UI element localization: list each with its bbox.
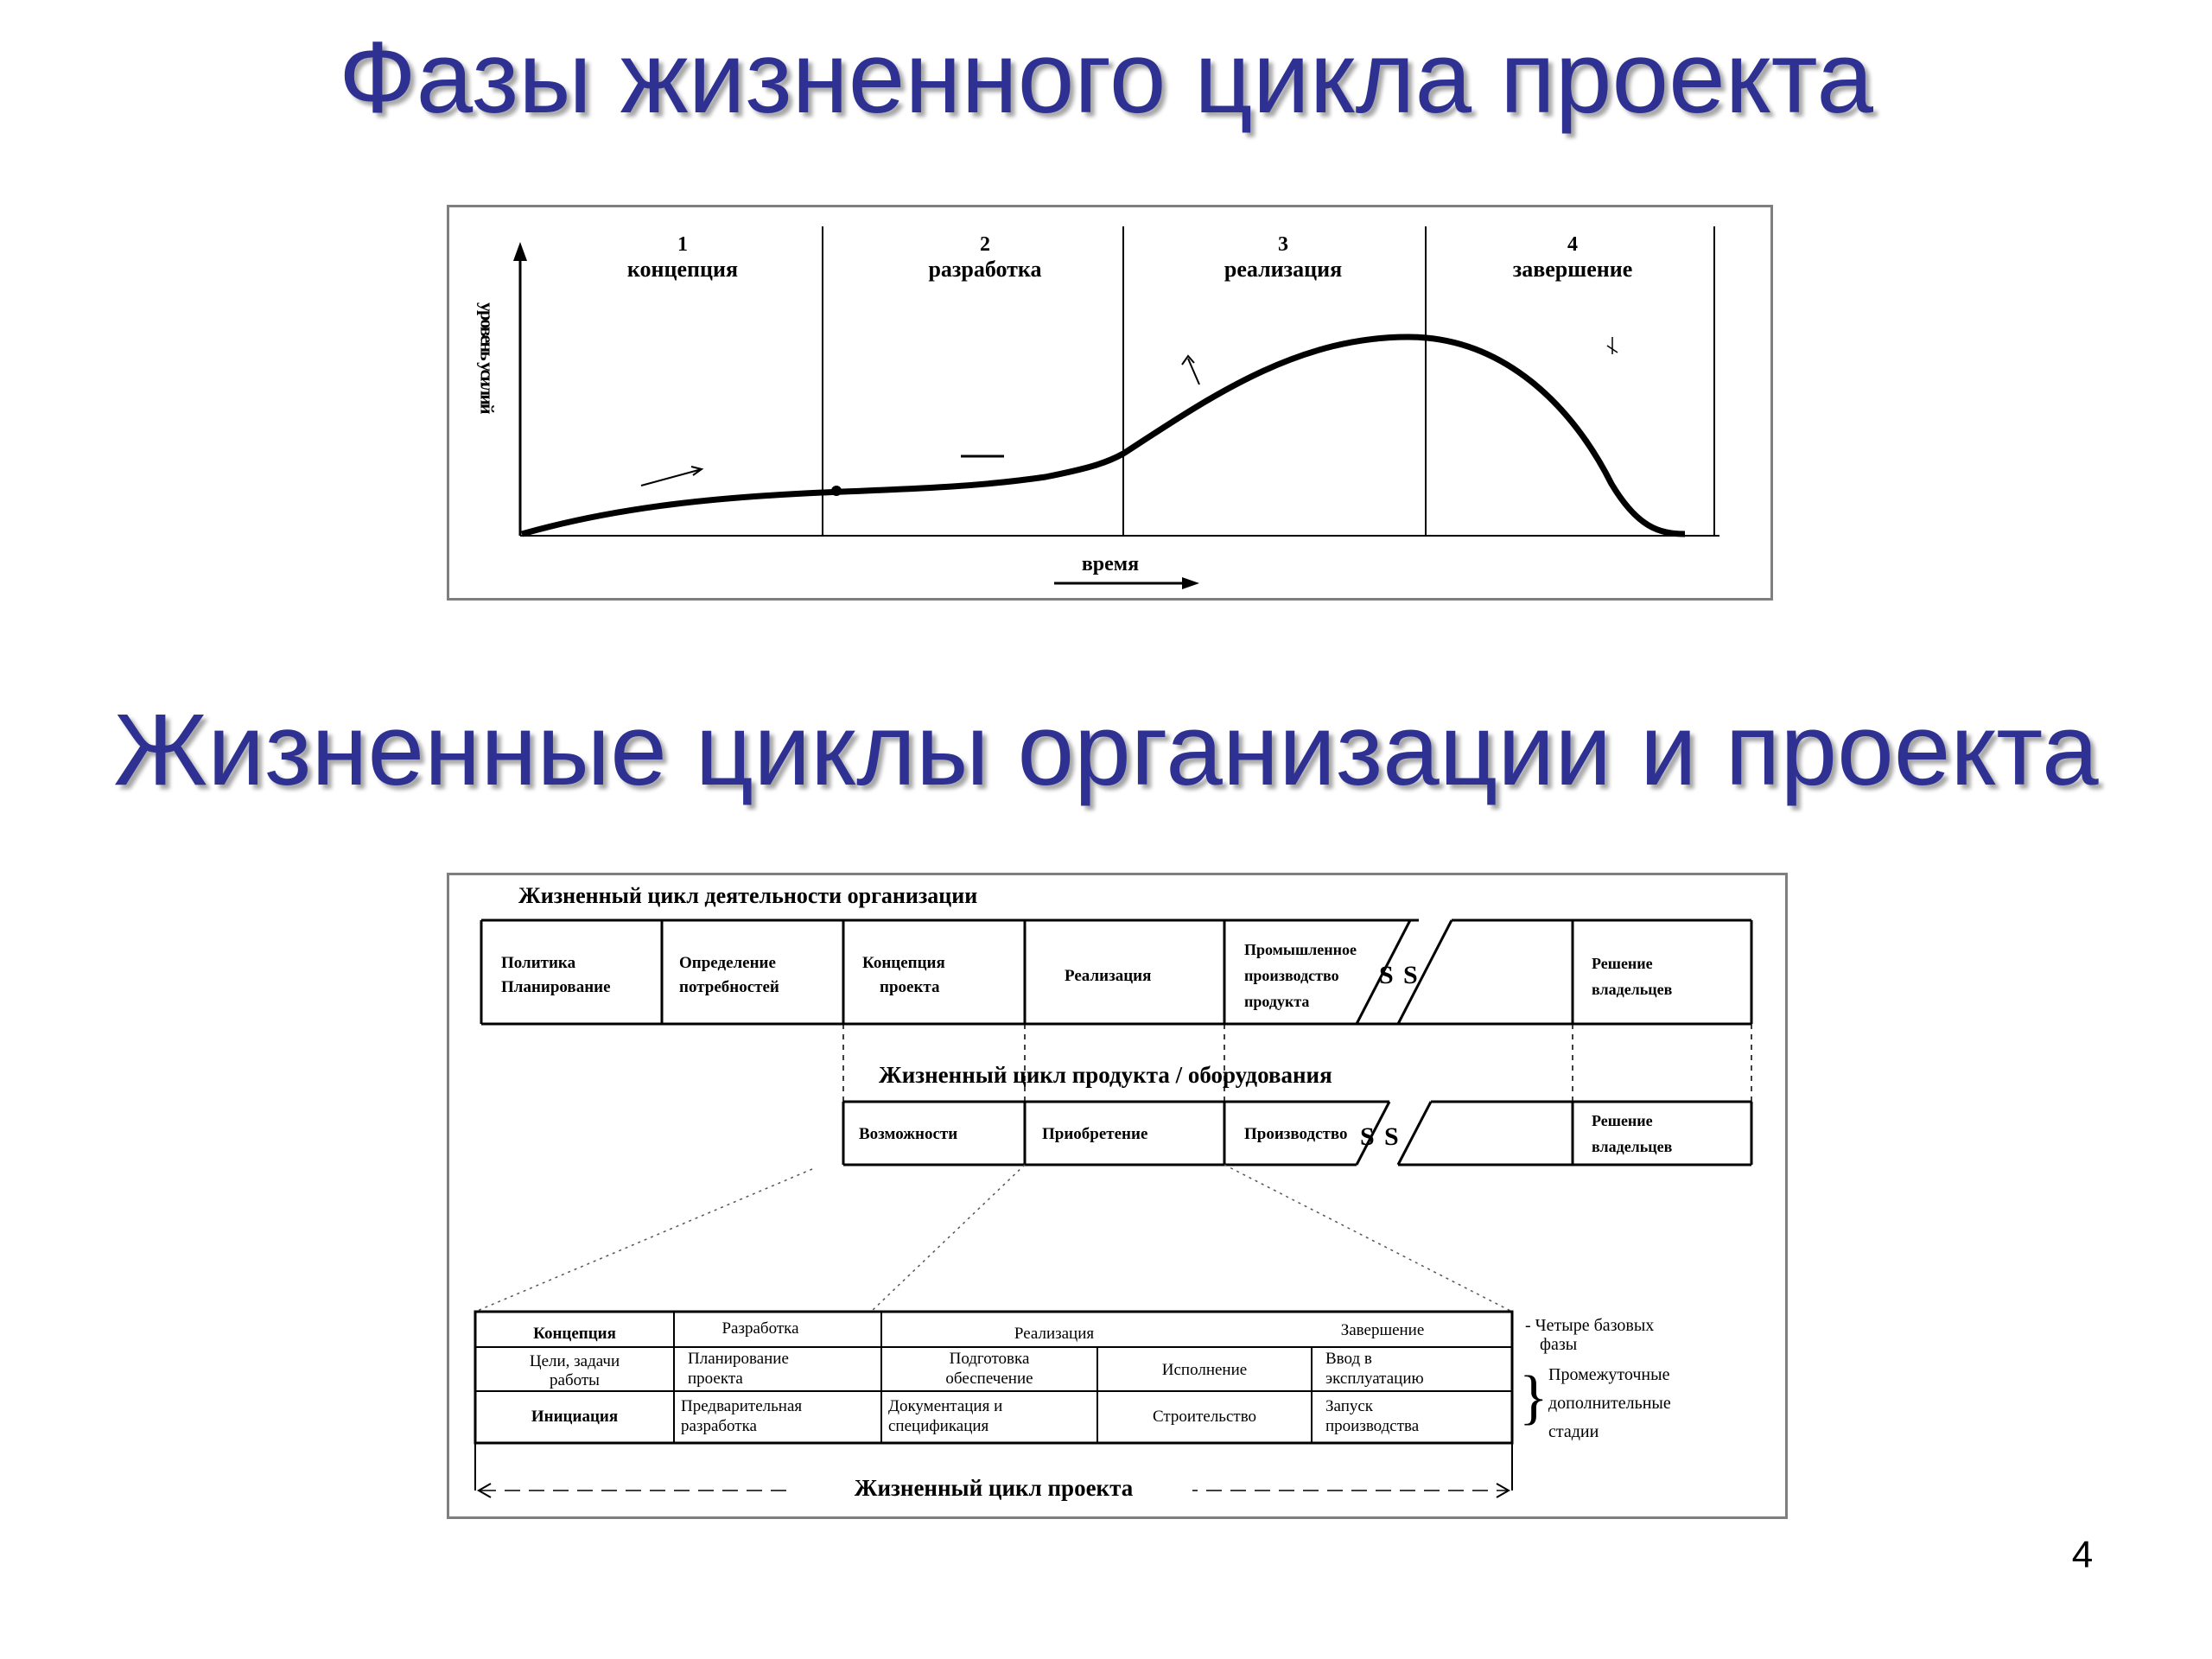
org-cycle-title: Жизненный цикл деятельности организации xyxy=(518,883,978,908)
project-cell: разработка xyxy=(681,1417,757,1435)
project-cell: спецификация xyxy=(888,1417,989,1435)
org-cell: Политика xyxy=(501,954,576,972)
product-cycle-title: Жизненный цикл продукта / оборудования xyxy=(879,1062,1332,1088)
break-mark: S xyxy=(1379,961,1394,989)
note-basic-phases: фазы xyxy=(1540,1335,1578,1354)
project-cell: эксплуатацию xyxy=(1325,1370,1424,1388)
brace: } xyxy=(1519,1364,1548,1431)
product-cell: Решение xyxy=(1592,1112,1653,1129)
sketch-arrow xyxy=(1182,356,1199,385)
project-header-cell: Реализация xyxy=(1014,1325,1095,1343)
project-cell: производства xyxy=(1325,1417,1420,1435)
product-cell: владельцев xyxy=(1592,1138,1673,1155)
note-basic-phases: - Четыре базовых xyxy=(1525,1316,1655,1335)
org-cell: продукта xyxy=(1244,993,1310,1010)
effort-curve xyxy=(522,337,1685,534)
time-arrowhead xyxy=(1182,577,1199,589)
project-cell: Документация и xyxy=(888,1397,1003,1415)
slide-title-phases: Фазы жизненного цикла проекта xyxy=(338,21,1874,135)
project-cell: Предварительная xyxy=(681,1397,803,1415)
org-cell: владельцев xyxy=(1592,981,1673,998)
phase-name: разработка xyxy=(928,257,1042,282)
phase-name: реализация xyxy=(1224,257,1343,282)
page-number: 4 xyxy=(2071,1534,2094,1576)
organization-project-lifecycles-figure xyxy=(447,873,1788,1519)
curve-point xyxy=(831,486,842,496)
phase-number: 1 xyxy=(677,233,688,256)
org-cell: Определение xyxy=(679,954,776,972)
project-header-cell: Разработка xyxy=(721,1319,799,1338)
org-cell: Реализация xyxy=(1065,967,1152,985)
note-intermediate: Промежуточные xyxy=(1548,1365,1670,1384)
phase-number: 2 xyxy=(980,233,990,256)
break-mark: S xyxy=(1384,1122,1399,1151)
org-cell: Планирование xyxy=(501,978,611,996)
project-cell: обеспечение xyxy=(945,1370,1033,1388)
org-cell: потребностей xyxy=(679,978,779,996)
y-axis-label: уровень усилий xyxy=(476,302,499,413)
y-axis-arrowhead xyxy=(513,242,527,261)
sketch-mark xyxy=(1607,337,1618,354)
sketch-arrow xyxy=(641,467,702,486)
product-cell: Приобретение xyxy=(1042,1125,1148,1143)
project-cell: Планирование xyxy=(688,1350,789,1368)
org-cell: проекта xyxy=(880,978,940,996)
project-lifecycle-phases-figure xyxy=(447,205,1773,601)
org-cell: Промышленное xyxy=(1244,941,1357,958)
phase-number: 4 xyxy=(1567,233,1578,256)
slide-title-lifecycles: Жизненные циклы организации и проекта xyxy=(113,693,2099,807)
project-cell: проекта xyxy=(688,1370,743,1388)
product-cell: Возможности xyxy=(859,1125,958,1143)
break-mark: S xyxy=(1360,1122,1375,1151)
product-cell: Производство xyxy=(1244,1125,1348,1143)
project-cell: Ввод в xyxy=(1325,1350,1372,1368)
project-cell: работы xyxy=(550,1371,600,1389)
project-cell: Запуск xyxy=(1325,1397,1374,1415)
x-axis-label: время xyxy=(1081,553,1140,575)
note-intermediate: стадии xyxy=(1548,1422,1599,1441)
project-cell: Инициация xyxy=(531,1408,619,1426)
note-intermediate: дополнительные xyxy=(1548,1394,1671,1413)
project-header-cell: Концепция xyxy=(533,1325,616,1343)
phase-name: завершение xyxy=(1512,257,1633,282)
project-cell: Строительство xyxy=(1152,1408,1257,1426)
project-cell: Исполнение xyxy=(1161,1361,1248,1379)
org-cell: Решение xyxy=(1592,955,1653,972)
project-header-cell: Завершение xyxy=(1340,1321,1425,1339)
org-cell: производство xyxy=(1244,967,1339,984)
break-mark: S xyxy=(1403,961,1418,989)
phase-number: 3 xyxy=(1278,233,1288,256)
org-cell: Концепция xyxy=(862,954,945,972)
break-slash xyxy=(1398,1102,1431,1165)
project-cell: Цели, задачи xyxy=(529,1352,620,1370)
project-cycle-title: Жизненный цикл проекта xyxy=(854,1475,1134,1501)
phase-name: концепция xyxy=(626,257,739,282)
project-cell: Подготовка xyxy=(949,1350,1030,1368)
